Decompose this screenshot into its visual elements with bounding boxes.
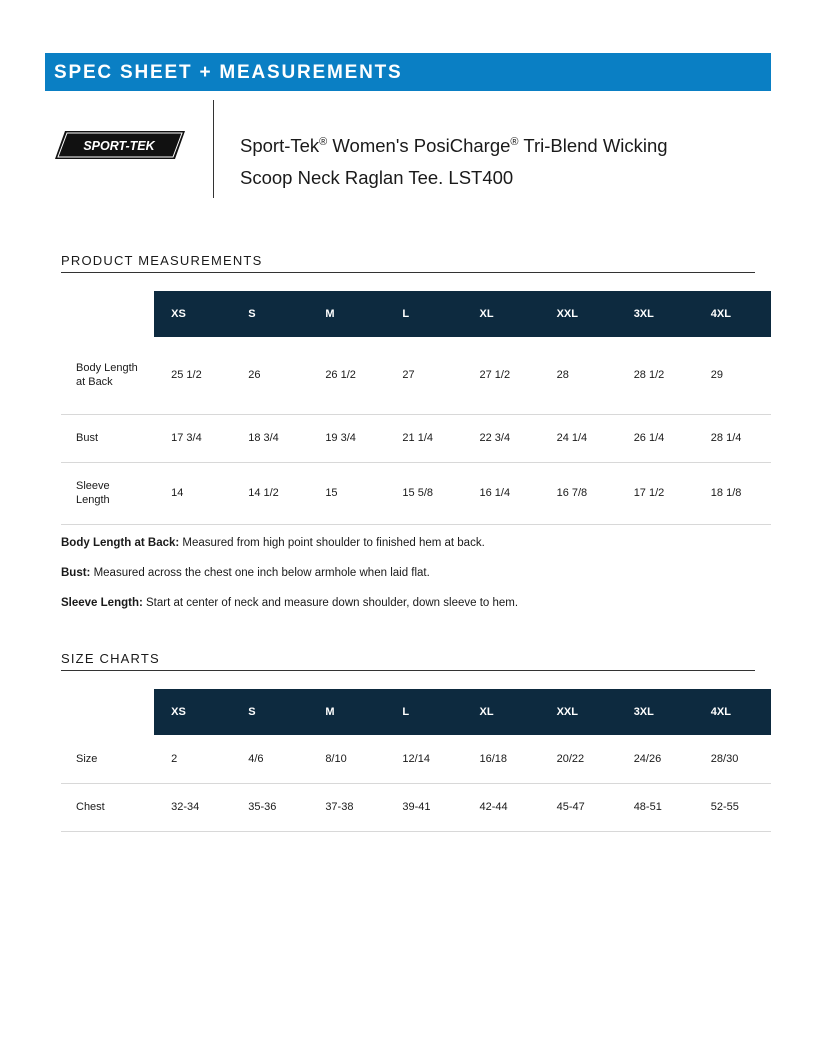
measurements-header-row bbox=[61, 291, 771, 337]
table-cell: 52-55 bbox=[694, 783, 771, 831]
measurement-notes bbox=[61, 536, 771, 626]
table-cell: 26 1/2 bbox=[308, 337, 385, 414]
note-bust: Bust: Measured across the chest one inch below armhole when laid flat. bbox=[61, 567, 430, 579]
table-cell: 18 1/8 bbox=[694, 462, 771, 524]
size-header: 3XL bbox=[617, 689, 694, 735]
size-header: S bbox=[231, 291, 308, 337]
table-cell: 22 3/4 bbox=[463, 414, 540, 462]
size-header: S bbox=[231, 689, 308, 735]
table-cell: 16 1/4 bbox=[463, 462, 540, 524]
table-row bbox=[61, 783, 771, 831]
product-title bbox=[240, 130, 780, 194]
table-cell: 27 bbox=[385, 337, 462, 414]
table-cell: 20/22 bbox=[540, 735, 617, 783]
size-charts-table bbox=[61, 689, 771, 832]
table-cell: 24/26 bbox=[617, 735, 694, 783]
header-banner bbox=[45, 53, 771, 91]
table-cell: 17 3/4 bbox=[154, 414, 231, 462]
table-cell: 28/30 bbox=[694, 735, 771, 783]
header-blank-cell bbox=[61, 689, 154, 735]
table-cell: 16/18 bbox=[463, 735, 540, 783]
product-title-line-1: Sport-Tek® Women's PosiCharge® Tri-Blend Wicking bbox=[240, 135, 668, 156]
table-cell: 21 1/4 bbox=[385, 414, 462, 462]
table-cell: 12/14 bbox=[385, 735, 462, 783]
table-cell: 4/6 bbox=[231, 735, 308, 783]
row-label: Body Length at Back bbox=[61, 337, 154, 414]
size-header: XXL bbox=[540, 689, 617, 735]
size-header: XL bbox=[463, 291, 540, 337]
row-label: Size bbox=[61, 735, 154, 783]
table-cell: 27 1/2 bbox=[463, 337, 540, 414]
note-body-length: Body Length at Back: Measured from high point shoulder to finished hem at back. bbox=[61, 537, 485, 549]
note-sleeve-length: Sleeve Length: Start at center of neck and measure down shoulder, down sleeve to hem. bbox=[61, 597, 519, 609]
row-label: Bust bbox=[61, 414, 154, 462]
table-cell: 48-51 bbox=[617, 783, 694, 831]
page-title: SPEC SHEET + MEASUREMENTS bbox=[54, 62, 403, 83]
table-cell: 14 bbox=[154, 462, 231, 524]
table-cell: 32-34 bbox=[154, 783, 231, 831]
size-header: XS bbox=[154, 689, 231, 735]
size-header: L bbox=[385, 689, 462, 735]
table-cell: 45-47 bbox=[540, 783, 617, 831]
row-label: Sleeve Length bbox=[61, 462, 154, 524]
table-cell: 19 3/4 bbox=[308, 414, 385, 462]
header-blank-cell bbox=[61, 291, 154, 337]
table-cell: 25 1/2 bbox=[154, 337, 231, 414]
row-label: Chest bbox=[61, 783, 154, 831]
product-measurements-table bbox=[61, 291, 771, 525]
size-header: 4XL bbox=[694, 291, 771, 337]
table-cell: 29 bbox=[694, 337, 771, 414]
table-cell: 39-41 bbox=[385, 783, 462, 831]
table-cell: 15 5/8 bbox=[385, 462, 462, 524]
size-charts-header-row bbox=[61, 689, 771, 735]
table-cell: 14 1/2 bbox=[231, 462, 308, 524]
size-charts-heading: SIZE CHARTS bbox=[61, 651, 755, 671]
table-cell: 42-44 bbox=[463, 783, 540, 831]
size-header: 4XL bbox=[694, 689, 771, 735]
size-header: XL bbox=[463, 689, 540, 735]
table-cell: 28 1/2 bbox=[617, 337, 694, 414]
size-header: M bbox=[308, 689, 385, 735]
logo-text: SPORT-TEK bbox=[83, 139, 155, 153]
table-cell: 8/10 bbox=[308, 735, 385, 783]
table-row bbox=[61, 337, 771, 414]
sport-tek-logo bbox=[55, 131, 185, 159]
size-header: M bbox=[308, 291, 385, 337]
table-cell: 35-36 bbox=[231, 783, 308, 831]
table-row bbox=[61, 735, 771, 783]
product-measurements-heading: PRODUCT MEASUREMENTS bbox=[61, 253, 755, 273]
table-cell: 16 7/8 bbox=[540, 462, 617, 524]
table-row bbox=[61, 462, 771, 524]
table-cell: 37-38 bbox=[308, 783, 385, 831]
table-cell: 18 3/4 bbox=[231, 414, 308, 462]
product-title-line-2: Scoop Neck Raglan Tee. LST400 bbox=[240, 167, 514, 188]
table-cell: 28 1/4 bbox=[694, 414, 771, 462]
size-header: XS bbox=[154, 291, 231, 337]
table-cell: 24 1/4 bbox=[540, 414, 617, 462]
table-cell: 15 bbox=[308, 462, 385, 524]
header-divider bbox=[213, 100, 214, 198]
size-header: 3XL bbox=[617, 291, 694, 337]
table-cell: 26 1/4 bbox=[617, 414, 694, 462]
table-cell: 28 bbox=[540, 337, 617, 414]
table-cell: 26 bbox=[231, 337, 308, 414]
table-row bbox=[61, 414, 771, 462]
size-header: XXL bbox=[540, 291, 617, 337]
size-header: L bbox=[385, 291, 462, 337]
table-cell: 17 1/2 bbox=[617, 462, 694, 524]
table-cell: 2 bbox=[154, 735, 231, 783]
